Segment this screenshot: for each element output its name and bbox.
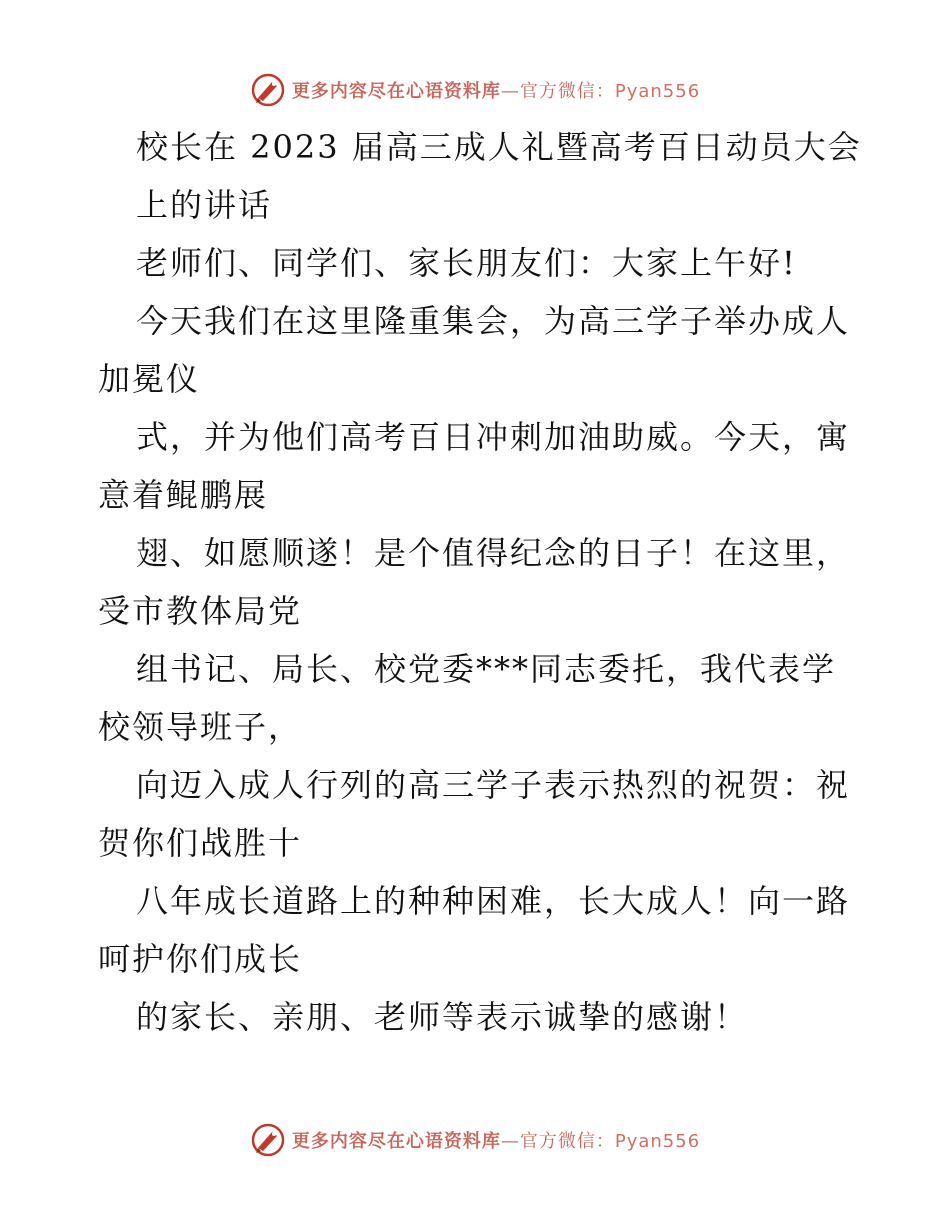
text-line: 今天我们在这里隆重集会，为高三学子举办成人 bbox=[136, 302, 851, 340]
watermark-separator: — bbox=[500, 81, 520, 102]
text-line: 的家长、亲朋、老师等表示诚挚的感谢！ bbox=[136, 998, 749, 1036]
pen-logo-icon bbox=[250, 1122, 286, 1158]
watermark-wechat-label: 官方微信： bbox=[519, 81, 615, 102]
watermark-text bbox=[292, 1127, 700, 1153]
text-line: 受市教体局党 bbox=[98, 592, 303, 630]
text-line: 向迈入成人行列的高三学子表示热烈的祝贺：祝 bbox=[136, 766, 851, 804]
text-line: 贺你们战胜十 bbox=[98, 824, 303, 862]
text-line: 老师们、同学们、家长朋友们：大家上午好! bbox=[136, 244, 797, 282]
text-line: 呵护你们成长 bbox=[98, 940, 303, 978]
header-watermark bbox=[0, 70, 950, 110]
text-line: 式，并为他们高考百日冲刺加油助威。今天，寓 bbox=[136, 418, 851, 456]
watermark-wechat-label: 官方微信： bbox=[519, 1131, 615, 1152]
footer-watermark bbox=[0, 1120, 950, 1160]
text-line: 组书记、局长、校党委***同志委托，我代表学 bbox=[136, 650, 837, 688]
watermark-separator: — bbox=[500, 1131, 520, 1152]
document-body bbox=[98, 118, 862, 1046]
text-line: 上的讲话 bbox=[136, 186, 273, 224]
text-line: 加冕仪 bbox=[98, 360, 201, 398]
watermark-brand: 更多内容尽在心语资料库 bbox=[291, 81, 501, 102]
watermark-wechat-id: Pyan556 bbox=[614, 81, 701, 102]
watermark-wechat-id: Pyan556 bbox=[614, 1131, 701, 1152]
text-line: 校领导班子， bbox=[98, 708, 303, 746]
text-line: 八年成长道路上的种种困难，长大成人！向一路 bbox=[136, 882, 851, 920]
text-line: 意着鲲鹏展 bbox=[98, 476, 269, 514]
pen-logo-icon bbox=[250, 72, 286, 108]
watermark-text bbox=[292, 77, 700, 103]
text-line: 校长在 2023 届高三成人礼暨高考百日动员大会 bbox=[136, 128, 862, 166]
watermark-brand: 更多内容尽在心语资料库 bbox=[291, 1131, 501, 1152]
text-line: 翅、如愿顺遂！是个值得纪念的日子！在这里， bbox=[136, 534, 851, 572]
